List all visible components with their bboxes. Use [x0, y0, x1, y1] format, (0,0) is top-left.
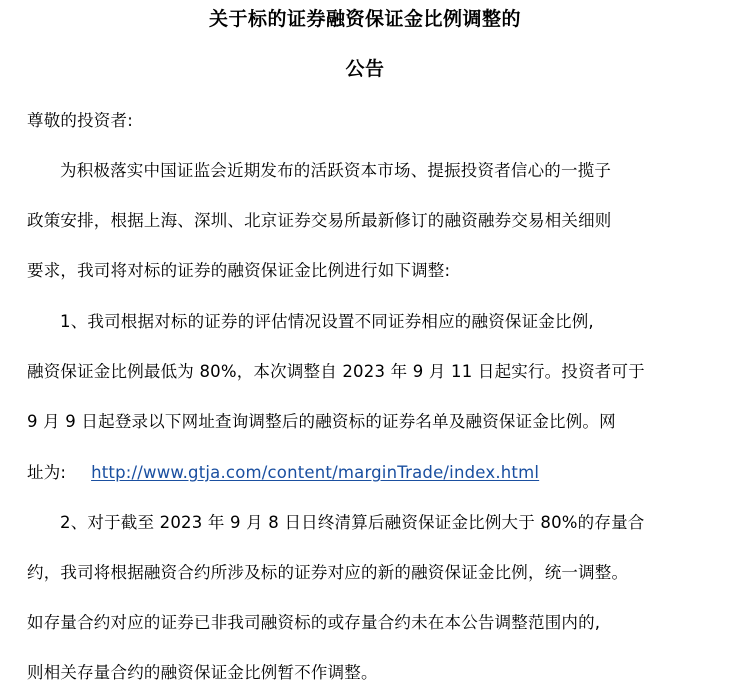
document-title-line1: 关于标的证券融资保证金比例调整的 [208, 8, 521, 30]
intro-line-3: 要求，我司将对标的证券的融资保证金比例进行如下调整: [27, 261, 451, 280]
item1-line-2: 融资保证金比例最低为 80%，本次调整自 2023 年 9 月 11 日起实行。投资者可于 [27, 362, 645, 381]
item2-line-1: 2、对于截至 2023 年 9 月 8 日日终清算后融资保证金比例大于 80%的存量合 [60, 513, 645, 532]
item1-line-4 [27, 461, 707, 485]
intro-line-1: 为积极落实中国证监会近期发布的活跃资本市场、提振投资者信心的一揽子 [60, 161, 612, 180]
item2-line-2: 约，我司将根据融资合约所涉及标的证券对应的新的融资保证金比例，统一调整。 [27, 563, 629, 582]
item1-line-1: 1、我司根据对标的证券的评估情况设置不同证券相应的融资保证金比例, [60, 312, 594, 331]
margin-trade-link[interactable]: http://www.gtja.com/content/marginTrade/index.html [91, 463, 540, 482]
item2-line-4: 则相关存量合约的融资保证金比例暂不作调整。 [27, 663, 378, 682]
document-title-line2: 公告 [345, 58, 385, 80]
link-prefix: 址为: [27, 463, 67, 482]
intro-line-2: 政策安排，根据上海、深圳、北京证券交易所最新修订的融资融券交易相关细则 [27, 211, 612, 230]
salutation: 尊敬的投资者: [27, 111, 133, 130]
item1-line-3: 9 月 9 日起登录以下网址查询调整后的融资标的证券名单及融资保证金比例。网 [27, 412, 616, 431]
item2-line-3: 如存量合约对应的证券已非我司融资标的或存量合约未在本公告调整范围内的, [27, 613, 601, 632]
